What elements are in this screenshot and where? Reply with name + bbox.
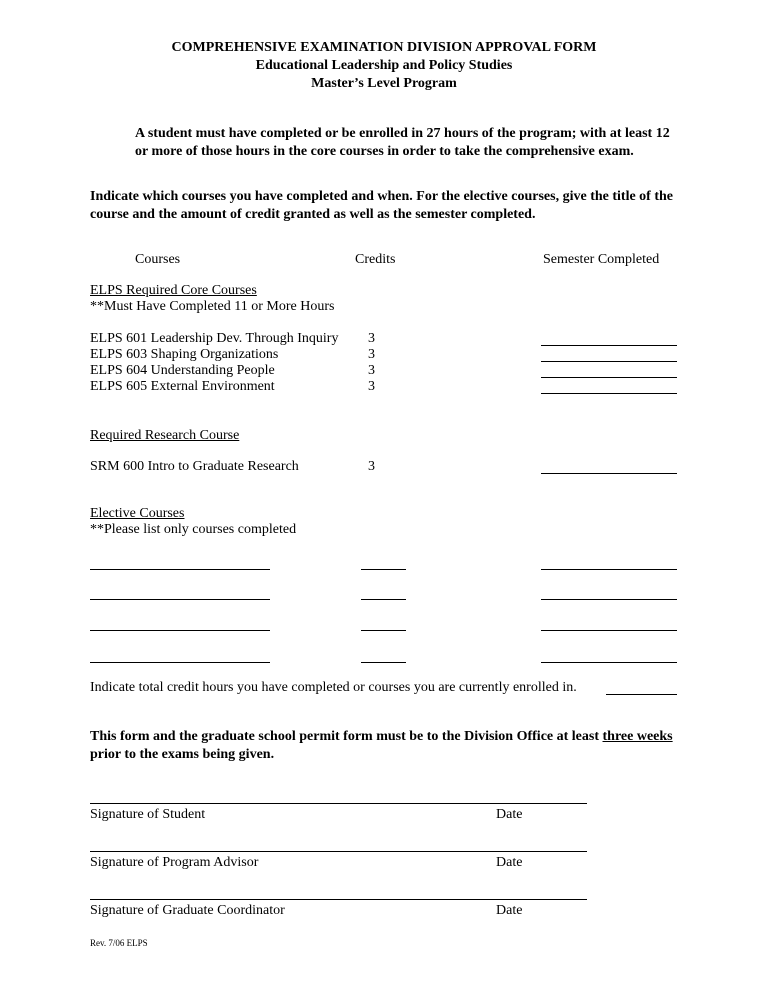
semester-blank[interactable] <box>541 473 677 474</box>
coordinator-date-label: Date <box>496 903 523 918</box>
elective-title-blank[interactable] <box>90 630 270 631</box>
revision-footer: Rev. 7/06 ELPS <box>90 938 148 948</box>
core-course-credits: 3 <box>368 379 375 394</box>
student-signature-line[interactable] <box>90 803 587 804</box>
advisor-signature-line[interactable] <box>90 851 587 852</box>
column-header-courses: Courses <box>135 252 181 267</box>
research-course-name: SRM 600 Intro to Graduate Research <box>90 459 299 474</box>
elective-credits-blank[interactable] <box>361 662 406 663</box>
total-credits-blank[interactable] <box>606 694 677 695</box>
coordinator-signature-line[interactable] <box>90 899 587 900</box>
column-header-credits: Credits <box>355 252 396 267</box>
deadline-text: This form and the graduate school permit form must be to the Division Office at least <box>90 729 603 744</box>
column-header-semester: Semester Completed <box>543 252 660 267</box>
elective-courses-note: **Please list only courses completed <box>90 522 297 537</box>
research-course-heading: Required Research Course <box>90 428 240 443</box>
advisor-signature-label: Signature of Program Advisor <box>90 855 259 870</box>
advisor-date-label: Date <box>496 855 523 870</box>
semester-blank[interactable] <box>541 662 677 663</box>
semester-blank[interactable] <box>541 599 677 600</box>
deadline-text-end: prior to the exams being given. <box>90 747 275 762</box>
core-course-name: ELPS 601 Leadership Dev. Through Inquiry <box>90 331 339 346</box>
elective-title-blank[interactable] <box>90 569 270 570</box>
research-course-credits: 3 <box>368 459 375 474</box>
instructions-text: Indicate which courses you have completed and when. For the elective courses, give the title of the course and the amount of credit granted as well as the semester completed. <box>90 189 673 222</box>
department-name: Educational Leadership and Policy Studies <box>255 58 513 73</box>
semester-blank[interactable] <box>541 569 677 570</box>
elective-title-blank[interactable] <box>90 599 270 600</box>
student-signature-label: Signature of Student <box>90 807 206 822</box>
semester-blank[interactable] <box>541 630 677 631</box>
total-credits-prompt: Indicate total credit hours you have completed or courses you are currently enrolled in. <box>90 680 577 695</box>
coordinator-signature-label: Signature of Graduate Coordinator <box>90 903 285 918</box>
deadline-notice <box>90 728 690 764</box>
core-courses-note: **Must Have Completed 11 or More Hours <box>90 299 335 314</box>
core-course-credits: 3 <box>368 331 375 346</box>
core-course-credits: 3 <box>368 347 375 362</box>
deadline-emphasis: three weeks <box>602 729 673 744</box>
elective-credits-blank[interactable] <box>361 599 406 600</box>
requirement-text: A student must have completed or be enrolled in 27 hours of the program; with at least 12 or more of those hours in the core courses in order to take the comprehensive exam. <box>135 126 670 159</box>
semester-blank[interactable] <box>541 377 677 378</box>
semester-blank[interactable] <box>541 393 677 394</box>
core-course-name: ELPS 604 Understanding People <box>90 363 275 378</box>
semester-blank[interactable] <box>541 361 677 362</box>
elective-courses-heading: Elective Courses <box>90 506 185 521</box>
elective-credits-blank[interactable] <box>361 630 406 631</box>
form-title: COMPREHENSIVE EXAMINATION DIVISION APPROVAL FORM <box>171 40 597 55</box>
student-date-label: Date <box>496 807 523 822</box>
program-level: Master’s Level Program <box>311 76 457 91</box>
elective-credits-blank[interactable] <box>361 569 406 570</box>
core-course-credits: 3 <box>368 363 375 378</box>
semester-blank[interactable] <box>541 345 677 346</box>
core-course-name: ELPS 605 External Environment <box>90 379 275 394</box>
elective-title-blank[interactable] <box>90 662 270 663</box>
core-courses-heading: ELPS Required Core Courses <box>90 283 257 298</box>
core-course-name: ELPS 603 Shaping Organizations <box>90 347 279 362</box>
